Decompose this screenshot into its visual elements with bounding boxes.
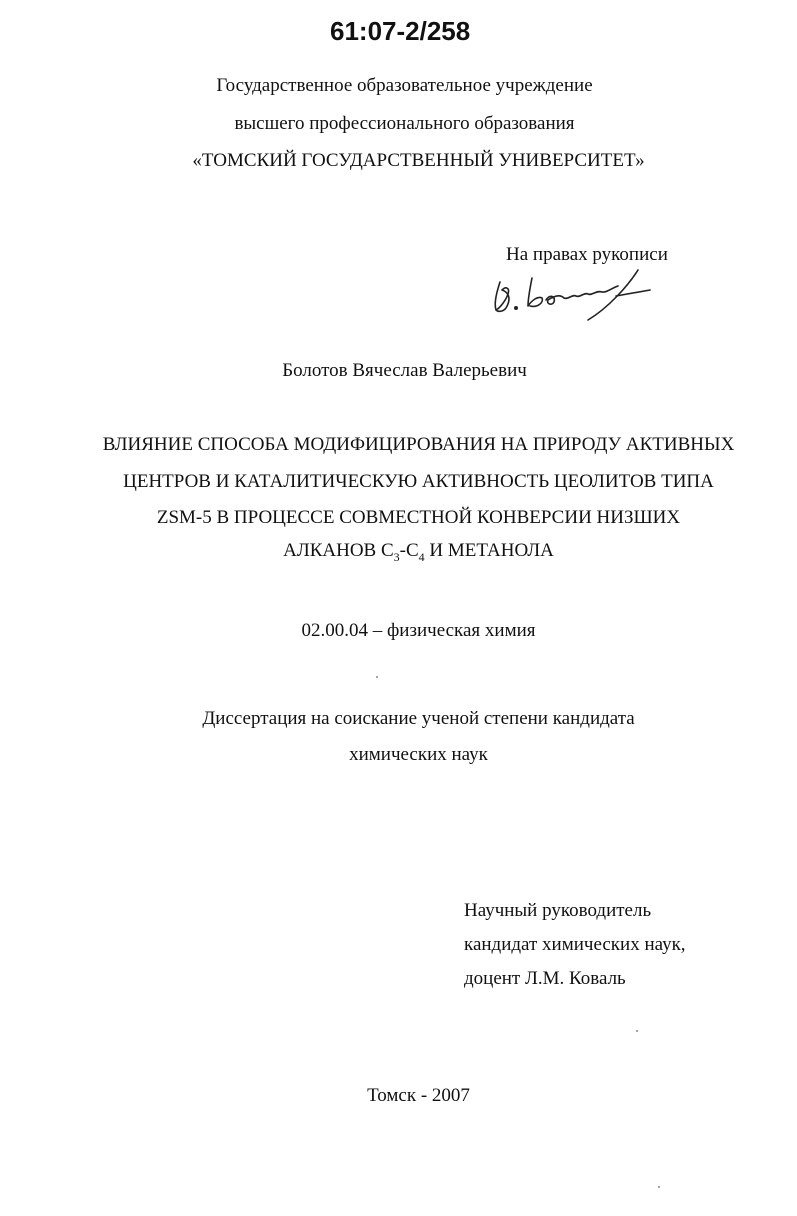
scan-speck [376,676,378,678]
supervisor-name: доцент Л.М. Коваль [464,968,626,989]
svg-text:В. Болотов: В. Болотов [488,266,493,267]
title-line4-mid: -С [399,540,419,561]
supervisor-degree: кандидат химических наук, [464,934,686,955]
manuscript-rights-note: На правах рукописи [506,244,668,265]
place-and-year: Томск - 2007 [367,1085,470,1106]
dissertation-line-2: химических наук [349,744,488,765]
title-line4-subscript-1: 3 [393,549,400,564]
scan-speck [636,1030,638,1032]
specialty-code: 02.00.04 – физическая химия [301,620,536,641]
title-line4-subscript-2: 4 [418,549,425,564]
thesis-title-line-4 [20,541,797,567]
institution-line-2: высшего профессионального образования [234,113,575,134]
thesis-title-line-3: ZSM-5 В ПРОЦЕССЕ СОВМЕСТНОЙ КОНВЕРСИИ НИЗШИХ [156,507,681,528]
scan-speck [658,1186,660,1188]
dissertation-line-1: Диссертация на соискание ученой степени кандидата [202,708,635,729]
institution-line-1: Государственное образовательное учреждение [216,75,593,96]
thesis-title-line-1: ВЛИЯНИЕ СПОСОБА МОДИФИЦИРОВАНИЯ НА ПРИРОДУ АКТИВНЫХ [102,434,735,455]
title-line4-prefix: АЛКАНОВ С [283,540,394,561]
institution-line-3: «ТОМСКИЙ ГОСУДАРСТВЕННЫЙ УНИВЕРСИТЕТ» [192,150,645,171]
supervisor-label: Научный руководитель [464,900,652,921]
author-name: Болотов Вячеслав Валерьевич [282,360,527,381]
title-line4-suffix: И МЕТАНОЛА [424,540,554,561]
archive-stamp: 61:07-2/258 [330,16,471,46]
handwritten-signature [488,266,658,326]
thesis-title-line-2: ЦЕНТРОВ И КАТАЛИТИЧЕСКУЮ АКТИВНОСТЬ ЦЕОЛИТОВ ТИПА [123,471,714,492]
